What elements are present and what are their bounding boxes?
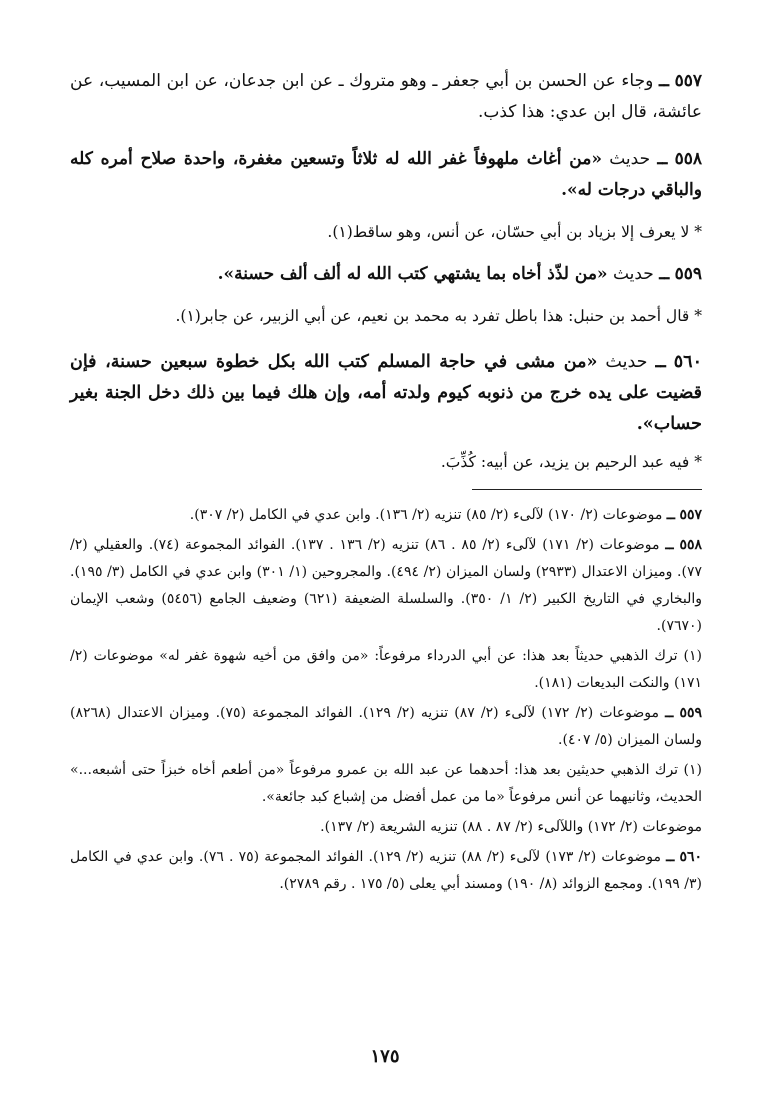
footnote-559-1 xyxy=(70,757,702,811)
footnote-text: موضوعات (٢/ ١٧٣) لآلىء (٢/ ٨٨) تنزيه (٢/ ١٢٩). الفوائد المجموعة (٧٥ . ٧٦). وابن عدي في الكامل (٣/ ١٩٩). ومجمع الزوائد (٨/ ١٩٠) ومسند أبي يعلى (٥/ ١٧٥ . رقم ٢٧٨٩). xyxy=(70,849,702,892)
entry-note-558: * لا يعرف إلا بزياد بن أبي حسّان، عن أنس، وهو ساقط(١). xyxy=(327,223,702,241)
footnote-number: ٥٥٨ xyxy=(679,537,703,553)
footnote-text: ترك الذهبي حديثاً بعد هذا: عن أبي الدرداء مرفوعاً: «من وافق من أخيه شهوة غفر له» موضوعات (٢/ ١٧١) والنكت البديعات (١٨١). xyxy=(70,648,702,691)
entry-text: «من أغاث ملهوفاً غفر الله له ثلاثاً وتسعين مغفرة، واحدة صلاح أمره كله والباقي درجات له». xyxy=(70,149,702,200)
footnote-number: ٥٥٧ xyxy=(679,507,702,523)
footnote-dash: ــ xyxy=(666,507,675,523)
footnote-text: موضوعات (٢/ ١٧٢) واللآلىء (٢/ ٨٧ . ٨٨) تنزيه الشريعة (٢/ ١٣٧). xyxy=(320,819,702,835)
entry-dash: ــ xyxy=(657,149,668,169)
entry-lead: حديث xyxy=(605,352,648,372)
entry-dash: ــ xyxy=(659,264,670,284)
footnote-559 xyxy=(70,700,702,754)
footnote-dash: ــ xyxy=(665,537,674,553)
footnote-dash: ــ xyxy=(665,705,674,721)
entry-number: ٥٥٧ xyxy=(674,71,703,91)
footnote-text: موضوعات (٢/ ١٧٠) لآلىء (٢/ ٨٥) تنزيه (٢/ ١٣٦). وابن عدي في الكامل (٢/ ٣٠٧). xyxy=(189,507,663,523)
hadith-entry-558 xyxy=(70,144,702,206)
hadith-entry-557 xyxy=(70,66,702,128)
entry-dash: ــ xyxy=(655,352,666,372)
entry-lead: حديث xyxy=(609,149,651,169)
footnote-number: ٥٥٩ xyxy=(679,705,703,721)
footnote-text: ترك الذهبي حديثين بعد هذا: أحدهما عن عبد الله بن عمرو مرفوعاً «من أطعم أخاه خبزاً حتى أشبعه...» الحديث، وثانيهما عن أنس مرفوعاً «ما من عمل أفضل من إشباع كبد جائعة». xyxy=(70,762,702,805)
footnote-text: موضوعات (٢/ ١٧١) لآلىء (٢/ ٨٥ . ٨٦) تنزيه (٢/ ١٣٦ . ١٣٧). الفوائد المجموعة (٧٤). والعقيلي (٢/ ٧٧). وميزان الاعتدال (٢٩٣٣) ولسان الميزان (٢/ ٤٩٤). والمجروحين (١/ ٣٠١) وابن عدي في الكامل (٣/ ١٩٥). والبخاري في التاريخ الكبير (٢/ ١/ ٣٥٠). والسلسلة الضعيفة (٦٢١) وضعيف الجامع (٥٤٥٦) وشعب الإيمان (٧٦٧٠). xyxy=(70,537,703,634)
footnote-560 xyxy=(70,844,702,898)
page-number: ١٧٥ xyxy=(370,1046,400,1067)
hadith-entry-559 xyxy=(70,259,702,290)
entry-text: «من لذّذ أخاه بما يشتهي كتب الله له ألف ألف حسنة». xyxy=(217,264,608,284)
entry-text: وجاء عن الحسن بن أبي جعفر ـ وهو متروك ـ عن ابن جدعان، عن ابن المسيب، عن عائشة، قال ابن عدي: هذا كذب. xyxy=(70,71,702,122)
entry-text: «من مشى في حاجة المسلم كتب الله بكل خطوة سبعين حسنة، فإن قضيت على يده خرج من ذنوبه كيوم ولدته أمه، وإن هلك فيما بين ذلك دخل الجنة بغير حساب». xyxy=(70,352,702,434)
footnote-559-1-sources xyxy=(70,814,702,841)
footnote-558 xyxy=(70,532,702,640)
footnote-558-1 xyxy=(70,643,702,697)
footnote-text: موضوعات (٢/ ١٧٢) لآلىء (٢/ ٨٧) تنزيه (٢/ ١٢٩). الفوائد المجموعة (٧٥). وميزان الاعتدال (٨٢٦٨) ولسان الميزان (٥/ ٤٠٧). xyxy=(70,705,702,748)
footnote-557 xyxy=(70,502,702,529)
footnote-number: (١) xyxy=(683,648,703,664)
entry-number: ٥٦٠ xyxy=(673,352,702,372)
footnote-number: (١) xyxy=(683,762,702,778)
hadith-entry-560 xyxy=(70,347,702,440)
entry-dash: ــ xyxy=(658,71,669,91)
entry-lead: حديث xyxy=(612,264,654,284)
entry-number: ٥٥٨ xyxy=(674,149,703,169)
entry-number: ٥٥٩ xyxy=(674,264,702,284)
footnote-dash: ــ xyxy=(666,849,675,865)
footnote-number: ٥٦٠ xyxy=(679,849,703,865)
entry-note-560: * فيه عبد الرحيم بن يزيد، عن أبيه: كُذِّبَ. xyxy=(440,453,702,471)
entry-note-559: * قال أحمد بن حنبل: هذا باطل تفرد به محمد بن نعيم، عن أبي الزبير، عن جابر(١). xyxy=(175,307,702,325)
footnote-divider xyxy=(472,489,702,490)
